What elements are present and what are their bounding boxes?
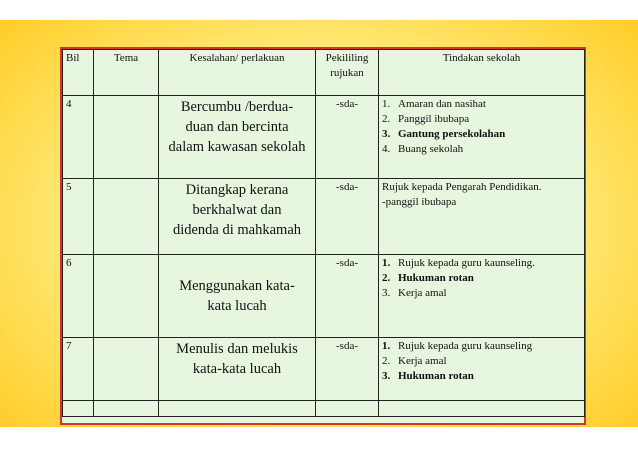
table-row [63, 338, 585, 401]
cell-rujukan: -sda- [316, 179, 379, 255]
tindakan-text: Kerja amal [398, 287, 447, 299]
kesalahan-line: duan dan bercinta [185, 119, 289, 135]
cell-empty [159, 401, 316, 417]
header-pekililing-line1: Pekililing [325, 52, 369, 64]
tindakan-num: 2. [382, 355, 391, 367]
tindakan-line: Rujuk kepada Pengarah Pendidikan. [382, 181, 542, 193]
kesalahan-line: didenda di mahkamah [172, 222, 302, 238]
tindakan-num: 1. [382, 257, 391, 269]
tindakan-num: 1. [382, 98, 391, 110]
kesalahan-line: dalam kawasan sekolah [168, 139, 306, 155]
cell-empty [379, 401, 585, 417]
tindakan-text: Rujuk kepada guru kaunseling. [398, 257, 535, 269]
tindakan-item [382, 339, 581, 354]
cell-bil: 4 [63, 96, 94, 179]
bottom-margin [0, 427, 638, 451]
kesalahan-line: berkhalwat dan [192, 202, 282, 218]
tindakan-text: Gantung persekolahan [398, 128, 506, 140]
header-tindakan: Tindakan sekolah [379, 50, 585, 96]
header-pekililing [316, 50, 379, 96]
tindakan-num: 3. [382, 128, 391, 140]
table-row-empty [63, 401, 585, 417]
cell-empty [316, 401, 379, 417]
tindakan-num: 3. [382, 370, 391, 382]
tindakan-item [382, 286, 581, 301]
header-bil: Bil [63, 50, 94, 96]
cell-tema [94, 255, 159, 338]
header-kesalahan: Kesalahan/ perlakuan [159, 50, 316, 96]
cell-kesalahan [159, 96, 316, 179]
header-pekililing-line2: rujukan [330, 67, 364, 79]
tindakan-text: Panggil ibubapa [398, 113, 470, 125]
tindakan-line: -panggil ibubapa [382, 196, 457, 208]
top-margin [0, 0, 638, 20]
discipline-table [62, 49, 585, 417]
kesalahan-line: Menulis dan melukis [176, 341, 298, 357]
cell-tindakan [379, 255, 585, 338]
kesalahan-line: Bercumbu /berdua- [180, 99, 294, 115]
kesalahan-line: kata-kata lucah [192, 361, 282, 377]
cell-kesalahan [159, 179, 316, 255]
tindakan-text: Buang sekolah [398, 143, 464, 155]
kesalahan-line: kata lucah [207, 298, 267, 314]
tindakan-list [382, 256, 581, 301]
tindakan-text: Hukuman rotan [398, 370, 474, 382]
cell-tindakan [379, 96, 585, 179]
table-row [63, 255, 585, 338]
tindakan-item [382, 369, 581, 384]
kesalahan-line: Ditangkap kerana [185, 182, 289, 198]
tindakan-list [382, 97, 581, 157]
cell-kesalahan [159, 255, 316, 338]
tindakan-num: 1. [382, 340, 391, 352]
tindakan-num: 4. [382, 143, 391, 155]
tindakan-num: 2. [382, 272, 391, 284]
cell-tema [94, 338, 159, 401]
tindakan-list [382, 339, 581, 384]
header-tema: Tema [94, 50, 159, 96]
cell-rujukan: -sda- [316, 338, 379, 401]
tindakan-num: 2. [382, 113, 391, 125]
tindakan-item [382, 97, 581, 112]
tindakan-item [382, 127, 581, 142]
header-row [63, 50, 585, 96]
tindakan-item [382, 354, 581, 369]
cell-empty [94, 401, 159, 417]
tindakan-item [382, 142, 581, 157]
cell-rujukan: -sda- [316, 255, 379, 338]
table-row [63, 96, 585, 179]
tindakan-text: Kerja amal [398, 355, 447, 367]
cell-bil: 5 [63, 179, 94, 255]
tindakan-num: 3. [382, 287, 391, 299]
tindakan-item [382, 271, 581, 286]
cell-tindakan [379, 338, 585, 401]
tindakan-item [382, 112, 581, 127]
cell-tema [94, 179, 159, 255]
tindakan-text: Hukuman rotan [398, 272, 474, 284]
cell-rujukan: -sda- [316, 96, 379, 179]
cell-tindakan [379, 179, 585, 255]
cell-kesalahan [159, 338, 316, 401]
table-row [63, 179, 585, 255]
tindakan-item [382, 256, 581, 271]
tindakan-text: Rujuk kepada guru kaunseling [398, 340, 533, 352]
cell-empty [63, 401, 94, 417]
cell-bil: 6 [63, 255, 94, 338]
tindakan-text: Amaran dan nasihat [398, 98, 486, 110]
cell-tema [94, 96, 159, 179]
cell-bil: 7 [63, 338, 94, 401]
kesalahan-line: Menggunakan kata- [179, 278, 295, 294]
